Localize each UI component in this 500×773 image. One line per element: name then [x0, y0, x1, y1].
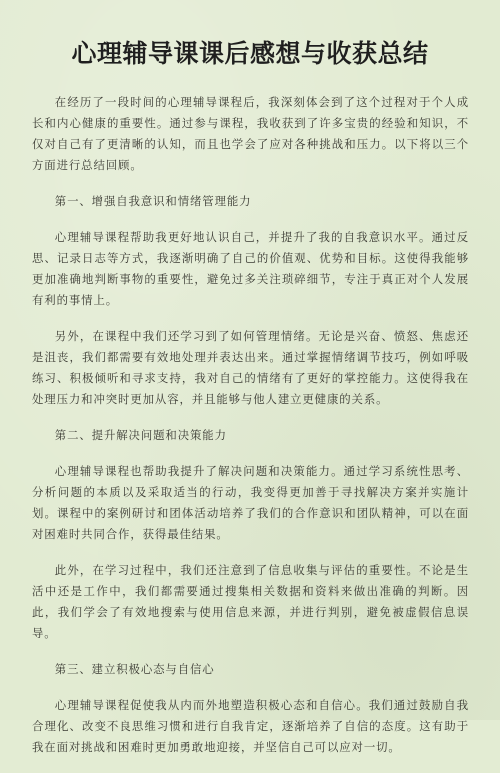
section-1-paragraph-1: 心理辅导课程帮助我更好地认识自己，并提升了我的自我意识水平。通过反思、记录日志等方式，我逐渐明确了自己的价值观、优势和目标。这使得我能够更加准确地判断事物的重要性，避免过多关注琐碎细节，专注于真正对个人发展有利的事情上。 — [32, 230, 469, 307]
section-2-paragraph-1: 心理辅导课程也帮助我提升了解决问题和决策能力。通过学习系统性思考、分析问题的本质以及采取适当的行动，我变得更加善于寻找解决方案并实施计划。课程中的案例研讨和团体活动培养了我们的合作意识和团队精神，可以在面对困难时共同合作，获得最佳结果。 — [32, 464, 469, 541]
section-3-paragraph-1: 心理辅导课程促使我从内而外地塑造积极心态和自信心。我们通过鼓励自我合理化、改变不良思维习惯和进行自我肯定，逐渐培养了自信的态度。这有助于我在面对挑战和困难时更加勇敢地迎接，并坚信自己可以应对一切。 — [32, 698, 469, 754]
section-heading-1: 第一、增强自我意识和情绪管理能力 — [54, 194, 252, 208]
section-heading-3: 第三、建立积极心态与自信心 — [54, 662, 215, 676]
section-2-paragraph-2: 此外，在学习过程中，我们还注意到了信息收集与评估的重要性。不论是生活中还是工作中，我们都需要通过搜集相关数据和资料来做出准确的判断。因此，我们学会了有效地搜索与使用信息来源，并进行判别，避免被虚假信息误导。 — [32, 563, 469, 640]
section-1-paragraph-2: 另外，在课程中我们还学习到了如何管理情绪。无论是兴奋、愤怒、焦虑还是沮丧，我们都需要有效地处理并表达出来。通过掌握情绪调节技巧，例如呼吸练习、积极倾听和寻求支持，我对自己的情绪有了更好的掌控能力。这使得我在处理压力和冲突时更加从容，并且能够与他人建立更健康的关系。 — [32, 329, 469, 406]
document-body — [32, 92, 469, 773]
document-title: 心理辅导课课后感想与收获总结 — [71, 39, 429, 68]
section-heading-2: 第二、提升解决问题和决策能力 — [54, 428, 227, 442]
intro-paragraph: 在经历了一段时间的心理辅导课程后，我深刻体会到了这个过程对于个人成长和内心健康的重要性。通过参与课程，我收获到了许多宝贵的经验和知识，不仅对自己有了更清晰的认知，而且也学会了应对各种挑战和压力。以下将以三个方面进行总结回顾。 — [32, 95, 469, 172]
